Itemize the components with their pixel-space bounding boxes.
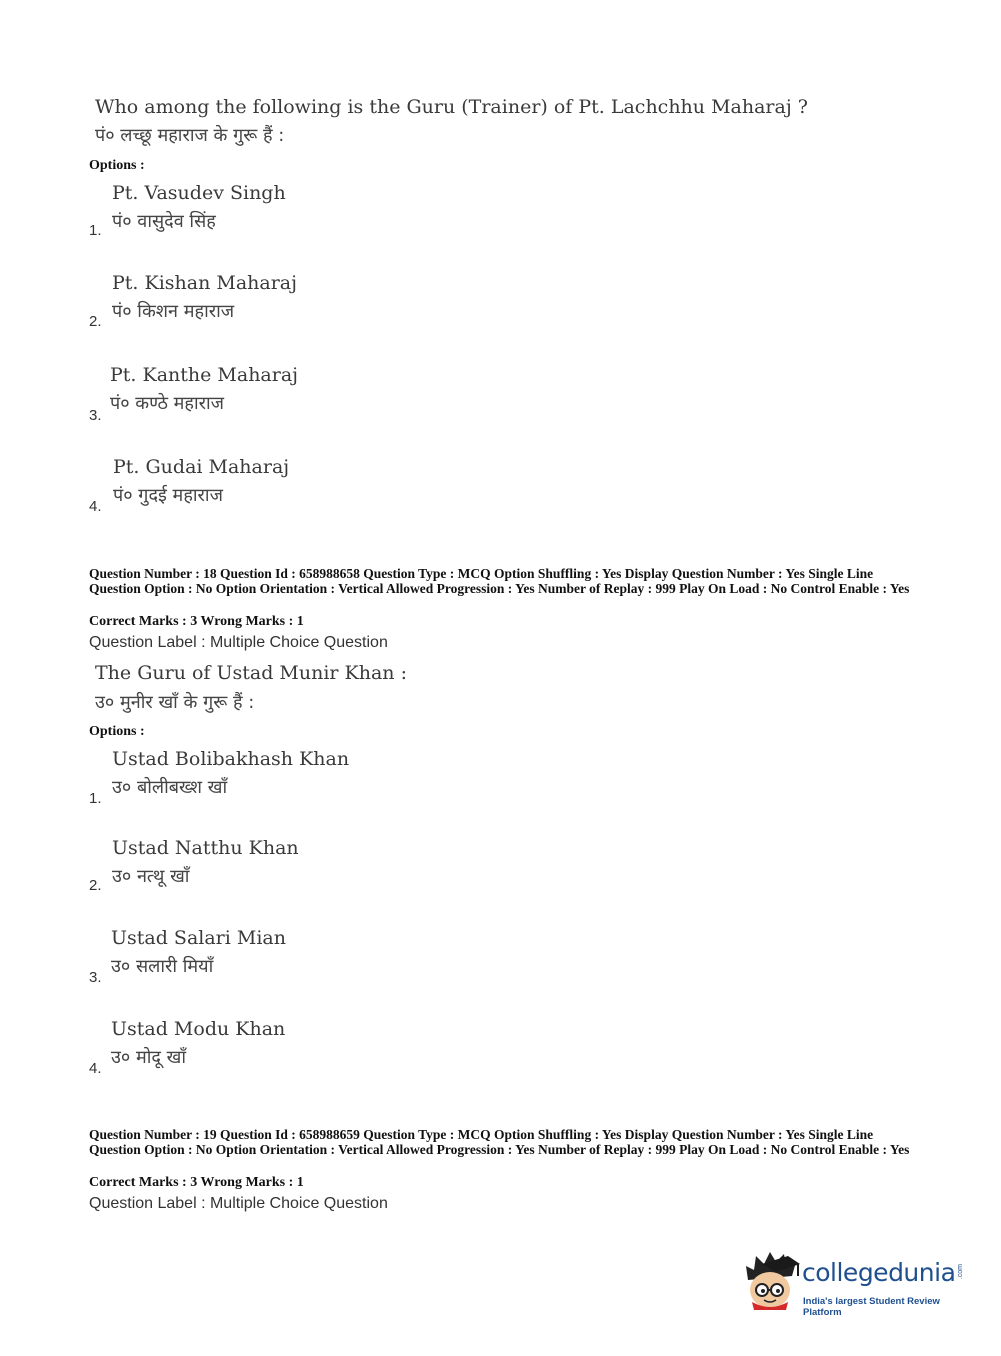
q17-option-3-en: Pt. Kanthe Maharaj — [110, 364, 299, 386]
q17-option-1-en: Pt. Vasudev Singh — [112, 182, 286, 204]
q18-options-label: Options : — [89, 724, 145, 739]
q19-marks: Correct Marks : 3 Wrong Marks : 1 — [89, 1175, 304, 1190]
logo-tagline: India's largest Student Review Platform — [803, 1296, 940, 1318]
q18-option-3-en: Ustad Salari Mian — [111, 927, 286, 949]
q18-option-4-hi: उ० मोदू खाँ — [111, 1047, 187, 1068]
mascot-icon — [742, 1250, 802, 1312]
q18-option-1-number: 1. — [89, 790, 102, 807]
q17-option-2-number: 2. — [89, 313, 102, 330]
q17-question-hi: पं० लच्छू महाराज के गुरू हैं : — [95, 125, 285, 146]
q17-option-4-hi: पं० गुदई महाराज — [113, 485, 223, 506]
q18-option-3-number: 3. — [89, 969, 102, 986]
q18-question-en: The Guru of Ustad Munir Khan : — [95, 662, 407, 684]
q18-meta: Question Number : 18 Question Id : 658988658 Question Type : MCQ Option Shuffling : Yes Display Question Number : Yes Single Line Question Option : No Option Orientation : Vertical Allowed Progression : Yes Number of Replay : 999 Play On Load : No Control Enable : Yes — [89, 566, 910, 596]
q17-option-4-en: Pt. Gudai Maharaj — [113, 456, 290, 478]
q18-option-2-hi: उ० नत्थू खाँ — [112, 866, 190, 887]
q18-option-2-en: Ustad Natthu Khan — [112, 837, 299, 859]
q19-meta: Question Number : 19 Question Id : 658988659 Question Type : MCQ Option Shuffling : Yes Display Question Number : Yes Single Line Question Option : No Option Orientation : Vertical Allowed Progression : Yes Number of Replay : 999 Play On Load : No Control Enable : Yes — [89, 1127, 910, 1157]
q18-option-4-en: Ustad Modu Khan — [111, 1018, 286, 1040]
q17-question-en: Who among the following is the Guru (Trainer) of Pt. Lachchhu Maharaj ? — [95, 96, 808, 118]
logo-wordmark: collegedunia — [802, 1258, 956, 1287]
q17-option-4-number: 4. — [89, 498, 102, 515]
q18-option-2-number: 2. — [89, 877, 102, 894]
q17-options-label: Options : — [89, 158, 145, 173]
logo-com: .com — [957, 1264, 964, 1280]
q18-option-1-en: Ustad Bolibakhash Khan — [112, 748, 350, 770]
q18-option-3-hi: उ० सलारी मियाँ — [111, 956, 214, 977]
q17-option-3-hi: पं० कण्ठे महाराज — [110, 393, 225, 414]
q17-option-1-number: 1. — [89, 222, 102, 239]
q17-option-2-en: Pt. Kishan Maharaj — [112, 272, 298, 294]
q18-option-1-hi: उ० बोलीबख्श खाँ — [112, 777, 228, 798]
q18-question-hi: उ० मुनीर खाँ के गुरू हैं : — [95, 692, 255, 713]
q17-option-1-hi: पं० वासुदेव सिंह — [112, 211, 216, 232]
q18-option-4-number: 4. — [89, 1060, 102, 1077]
collegedunia-logo — [742, 1250, 972, 1316]
q19-question-label: Question Label : Multiple Choice Question — [89, 1195, 388, 1212]
q18-question-label: Question Label : Multiple Choice Question — [89, 634, 388, 651]
q17-option-2-hi: पं० किशन महाराज — [112, 301, 235, 322]
q17-option-3-number: 3. — [89, 407, 102, 424]
q18-marks: Correct Marks : 3 Wrong Marks : 1 — [89, 614, 304, 629]
